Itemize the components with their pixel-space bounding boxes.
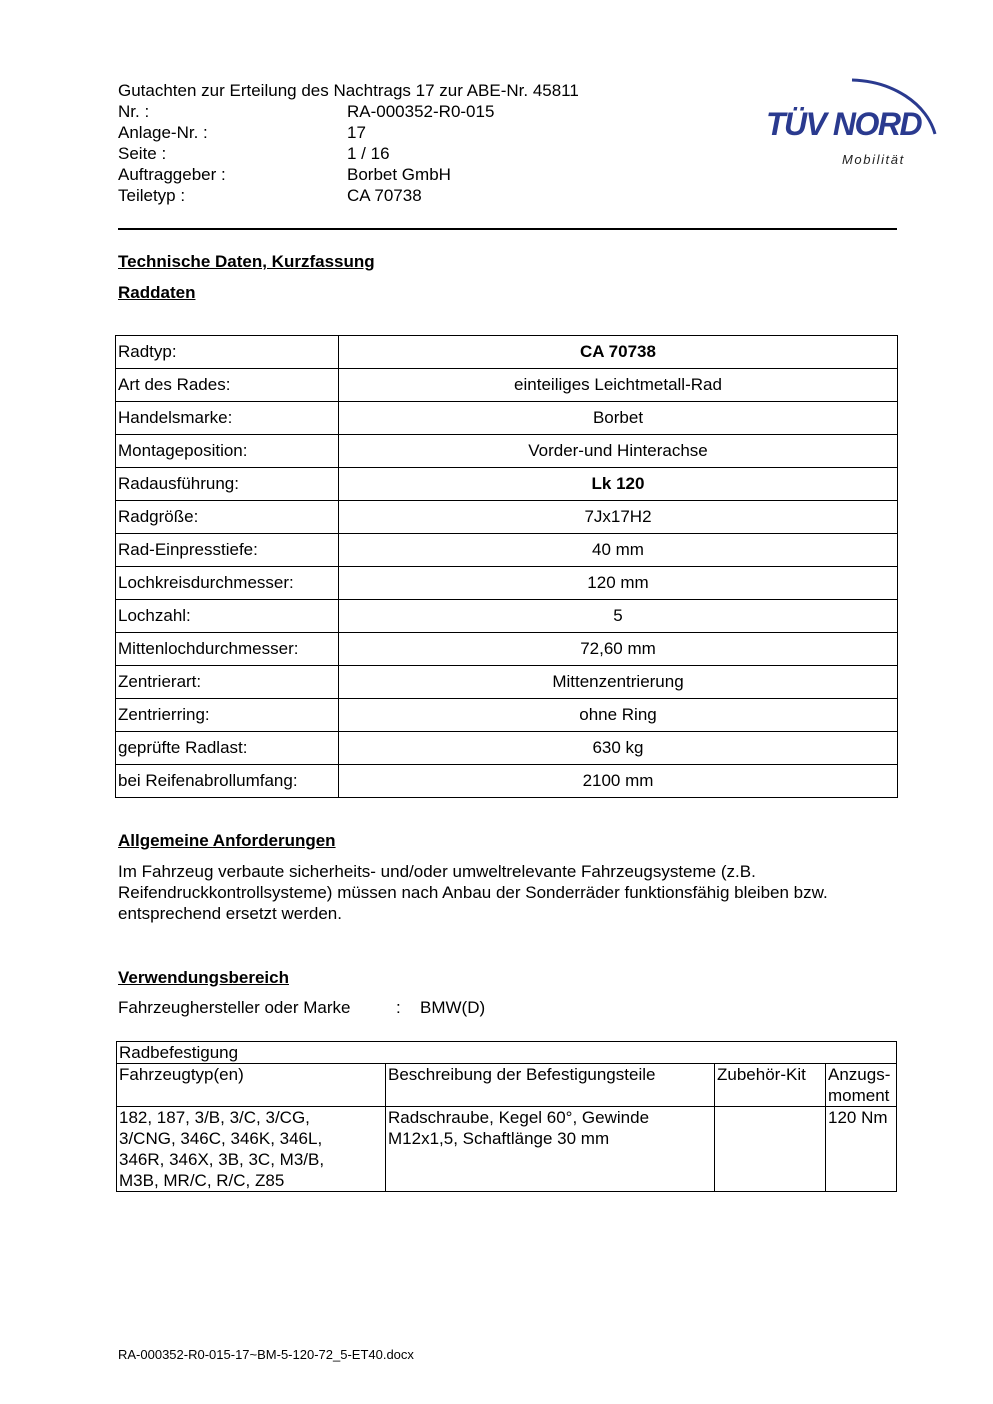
manufacturer-value: BMW(D) [420, 998, 486, 1017]
table-row [116, 336, 898, 369]
document-title: Gutachten zur Erteilung des Nachtrags 17 zur ABE-Nr. 45811 [118, 81, 579, 100]
raddaten-label: Zentrierart: [116, 666, 339, 699]
header-key: Anlage-Nr. : [118, 123, 208, 142]
header-row-seite [118, 143, 579, 164]
raddaten-table [115, 335, 898, 798]
header-value: Borbet GmbH [347, 165, 451, 184]
table-row [116, 534, 898, 567]
table-row [116, 732, 898, 765]
raddaten-value: 40 mm [339, 534, 898, 567]
raddaten-value: 7Jx17H2 [339, 501, 898, 534]
raddaten-value: 5 [339, 600, 898, 633]
radbefestigung-caption: Radbefestigung [117, 1042, 897, 1064]
raddaten-label: Art des Rades: [116, 369, 339, 402]
cell-beschreibung [386, 1107, 715, 1192]
table-header-row [117, 1064, 897, 1107]
table-row [116, 765, 898, 798]
raddaten-value: Mittenzentrierung [339, 666, 898, 699]
paragraph-line: entsprechend ersetzt werden. [118, 904, 342, 923]
manufacturer-colon: : [396, 998, 401, 1017]
header-line: moment [828, 1086, 890, 1105]
footer-filename: RA-000352-R0-015-17~BM-5-120-72_5-ET40.docx [118, 1347, 414, 1362]
header-row-teiletyp [118, 185, 579, 206]
raddaten-label: Lochkreisdurchmesser: [116, 567, 339, 600]
table-row [116, 402, 898, 435]
header-divider [118, 228, 897, 230]
header-key: Auftraggeber : [118, 165, 226, 184]
table-row [116, 468, 898, 501]
cell-anzugsmoment: 120 Nm [826, 1107, 897, 1192]
header-key: Nr. : [118, 102, 150, 121]
raddaten-label: Lochzahl: [116, 600, 339, 633]
raddaten-value: 120 mm [339, 567, 898, 600]
table-row [116, 699, 898, 732]
logo-brand-text: TÜV NORD [766, 106, 922, 142]
raddaten-label: Radtyp: [116, 336, 339, 369]
column-header-beschreibung: Beschreibung der Befestigungsteile [386, 1064, 715, 1107]
cell-line: M3B, MR/C, R/C, Z85 [119, 1171, 285, 1190]
raddaten-label: Rad-Einpresstiefe: [116, 534, 339, 567]
column-header-anzugsmoment [826, 1064, 897, 1107]
header-key: Teiletyp : [118, 186, 186, 205]
column-header-zubehoer-kit: Zubehör-Kit [715, 1064, 826, 1107]
cell-fahrzeugtyp [117, 1107, 386, 1192]
paragraph-line: Im Fahrzeug verbaute sicherheits- und/oder umweltrelevante Fahrzeugsysteme (z.B. [118, 862, 756, 881]
cell-line: 3/CNG, 346C, 346K, 346L, [119, 1129, 323, 1148]
raddaten-value: Lk 120 [339, 468, 898, 501]
raddaten-value: 72,60 mm [339, 633, 898, 666]
raddaten-value: 630 kg [339, 732, 898, 765]
table-row [116, 501, 898, 534]
raddaten-label: Radgröße: [116, 501, 339, 534]
raddaten-label: geprüfte Radlast: [116, 732, 339, 765]
radbefestigung-table [116, 1041, 897, 1192]
heading-allgemeine-anforderungen: Allgemeine Anforderungen [118, 831, 336, 850]
header-row-anlage [118, 122, 579, 143]
table-row [116, 666, 898, 699]
raddaten-label: Mittenlochdurchmesser: [116, 633, 339, 666]
manufacturer-label: Fahrzeughersteller oder Marke [118, 998, 351, 1017]
cell-line: Radschraube, Kegel 60°, Gewinde [388, 1108, 650, 1127]
header-key: Seite : [118, 144, 167, 163]
heading-verwendungsbereich: Verwendungsbereich [118, 968, 289, 987]
tuev-nord-logo [760, 56, 950, 176]
header-value: 1 / 16 [347, 144, 390, 163]
header-value: CA 70738 [347, 186, 422, 205]
table-row [116, 567, 898, 600]
cell-zubehoer-kit [715, 1107, 826, 1192]
raddaten-label: Montageposition: [116, 435, 339, 468]
table-row [116, 369, 898, 402]
header-value: RA-000352-R0-015 [347, 102, 495, 121]
heading-technische-daten: Technische Daten, Kurzfassung [118, 252, 375, 271]
header-row-nr [118, 101, 579, 122]
raddaten-label: Zentrierring: [116, 699, 339, 732]
heading-raddaten: Raddaten [118, 283, 196, 302]
allgemeine-paragraph [118, 861, 908, 924]
manufacturer-line [118, 998, 485, 1018]
header-line: Anzugs- [828, 1065, 891, 1084]
cell-line: 346R, 346X, 3B, 3C, M3/B, [119, 1150, 325, 1169]
logo-subtitle: Mobilität [842, 152, 905, 167]
header-row-auftraggeber [118, 164, 579, 185]
paragraph-line: Reifendruckkontrollsysteme) müssen nach Anbau der Sonderräder funktionsfähig bleiben bzw. [118, 883, 828, 902]
cell-line: M12x1,5, Schaftlänge 30 mm [388, 1129, 610, 1148]
table-row [116, 633, 898, 666]
raddaten-value: Borbet [339, 402, 898, 435]
cell-line: 182, 187, 3/B, 3/C, 3/CG, [119, 1108, 310, 1127]
raddaten-value: Vorder-und Hinterachse [339, 435, 898, 468]
table-row [116, 435, 898, 468]
table-row [117, 1107, 897, 1192]
raddaten-value: CA 70738 [339, 336, 898, 369]
header-value: 17 [347, 123, 366, 142]
raddaten-value: ohne Ring [339, 699, 898, 732]
raddaten-label: Handelsmarke: [116, 402, 339, 435]
table-caption-row [117, 1042, 897, 1064]
raddaten-label: Radausführung: [116, 468, 339, 501]
raddaten-label: bei Reifenabrollumfang: [116, 765, 339, 798]
table-row [116, 600, 898, 633]
document-header [118, 80, 579, 206]
raddaten-value: 2100 mm [339, 765, 898, 798]
raddaten-value: einteiliges Leichtmetall-Rad [339, 369, 898, 402]
column-header-fahrzeugtyp: Fahrzeugtyp(en) [117, 1064, 386, 1107]
